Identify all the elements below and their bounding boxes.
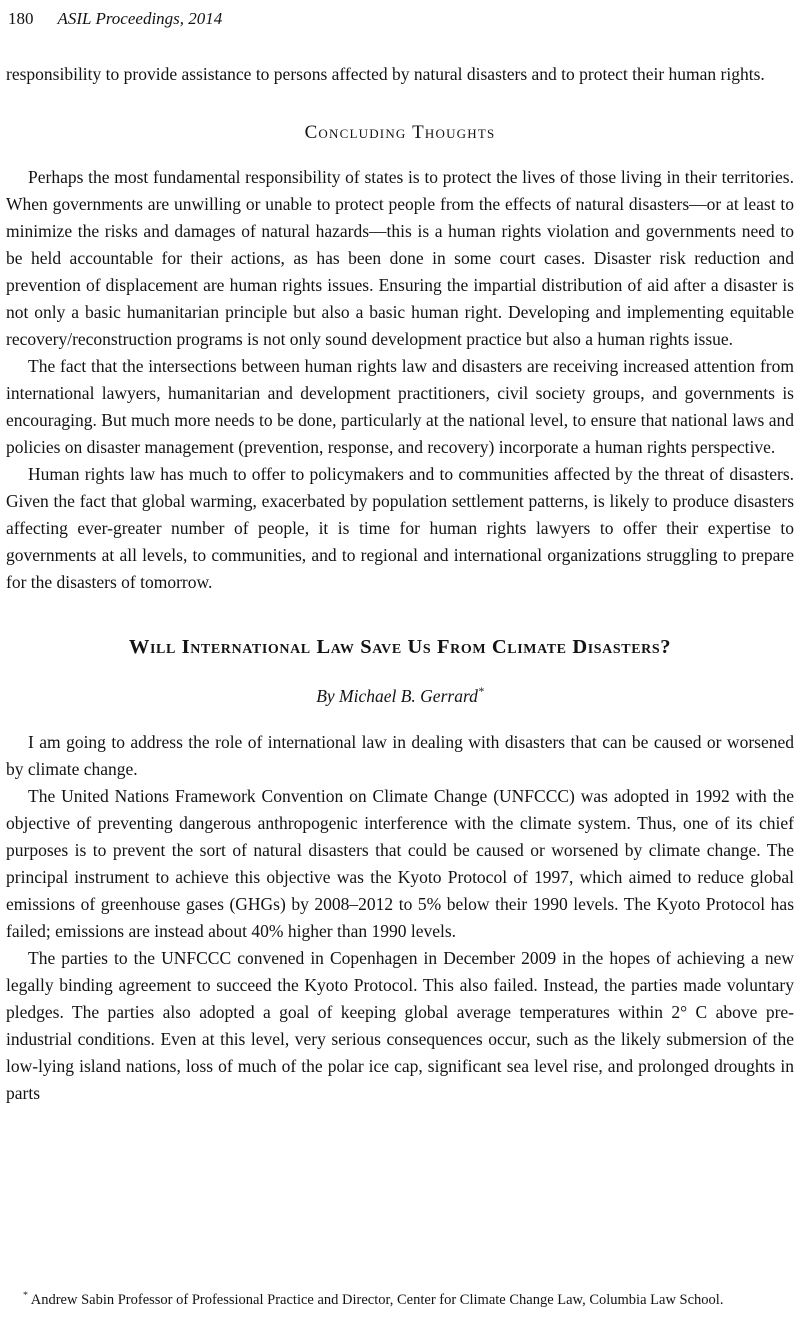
section-paragraph: The fact that the intersections between human rights law and disasters are receiving increased attention from international lawyers, humanitarian and development practitioners, civil society groups, and governments is encouraging. But much more needs to be done, particularly at the national level, to ensure that national laws and policies on disaster management (prevention, response, and recovery) incorporate a human rights perspective. <box>6 356 794 457</box>
section-paragraph: Human rights law has much to offer to policymakers and to communities affected by the threat of disasters. Given the fact that global warming, exacerbated by population settlement patterns, is likely to produce disasters affecting ever-greater number of people, it is time for human rights lawyers to offer their expertise to governments at all levels, to communities, and to regional and international organizations struggling to prepare for the disasters of tomorrow. <box>6 464 794 592</box>
running-head <box>8 8 794 30</box>
article-paragraph: The United Nations Framework Convention on Climate Change (UNFCCC) was adopted in 1992 with the objective of preventing dangerous anthropogenic interference with the climate system. Thus, one of its chief purposes is to prevent the sort of natural disasters that could be caused or worsened by climate change. The principal instrument to achieve this objective was the Kyoto Protocol of 1997, which aimed to reduce global emissions of greenhouse gases (GHGs) by 2008–2012 to 5% below their 1990 levels. The Kyoto Protocol has failed; emissions are instead about 40% higher than 1990 levels. <box>6 786 794 941</box>
section-heading: Concluding Thoughts <box>304 122 496 143</box>
article-paragraph: The parties to the UNFCCC convened in Copenhagen in December 2009 in the hopes of achieving a new legally binding agreement to succeed the Kyoto Protocol. This also failed. Instead, the parties made voluntary pledges. The parties also adopted a goal of keeping global average temperatures within 2° C above pre-industrial conditions. Even at this level, very serious consequences occur, such as the likely submersion of the low-lying island nations, loss of much of the polar ice cap, significant sea level rise, and prolonged droughts in parts <box>6 948 794 1103</box>
footnote-paragraph <box>6 1291 794 1310</box>
intro-continuation-paragraph: responsibility to provide assistance to persons affected by natural disasters and to protect their human rights. <box>6 64 765 84</box>
footnote-marker: * <box>23 1290 28 1302</box>
byline-author: By Michael B. Gerrard <box>316 686 478 706</box>
section-paragraph: Perhaps the most fundamental responsibility of states is to protect the lives of those living in their territories. When governments are unwilling or unable to protect people from the effects of natural disasters—or at least to minimize the risks and damages of natural hazards—this is a human rights violation and governments need to be held accountable for their actions, as has been done in some court cases. Disaster risk reduction and prevention of displacement are human rights issues. Ensuring the impartial distribution of aid after a disaster is not only a basic humanitarian principle but also a basic human right. Developing and implementing equitable recovery/reconstruction programs is not only sound development practice but also a human rights issue. <box>6 167 794 349</box>
footnote <box>6 1291 794 1310</box>
journal-title: ASIL Proceedings, 2014 <box>57 9 223 28</box>
article-title: Will International Law Save Us From Climate Disasters? <box>128 636 672 658</box>
byline <box>6 685 794 707</box>
byline-footnote-marker: * <box>477 684 484 699</box>
article-paragraph: I am going to address the role of international law in dealing with disasters that can be caused or worsened by climate change. <box>6 732 794 779</box>
page-number: 180 <box>8 9 34 28</box>
footnote-text: Andrew Sabin Professor of Professional Practice and Director, Center for Climate Change Law, Columbia Law School. <box>30 1292 724 1308</box>
